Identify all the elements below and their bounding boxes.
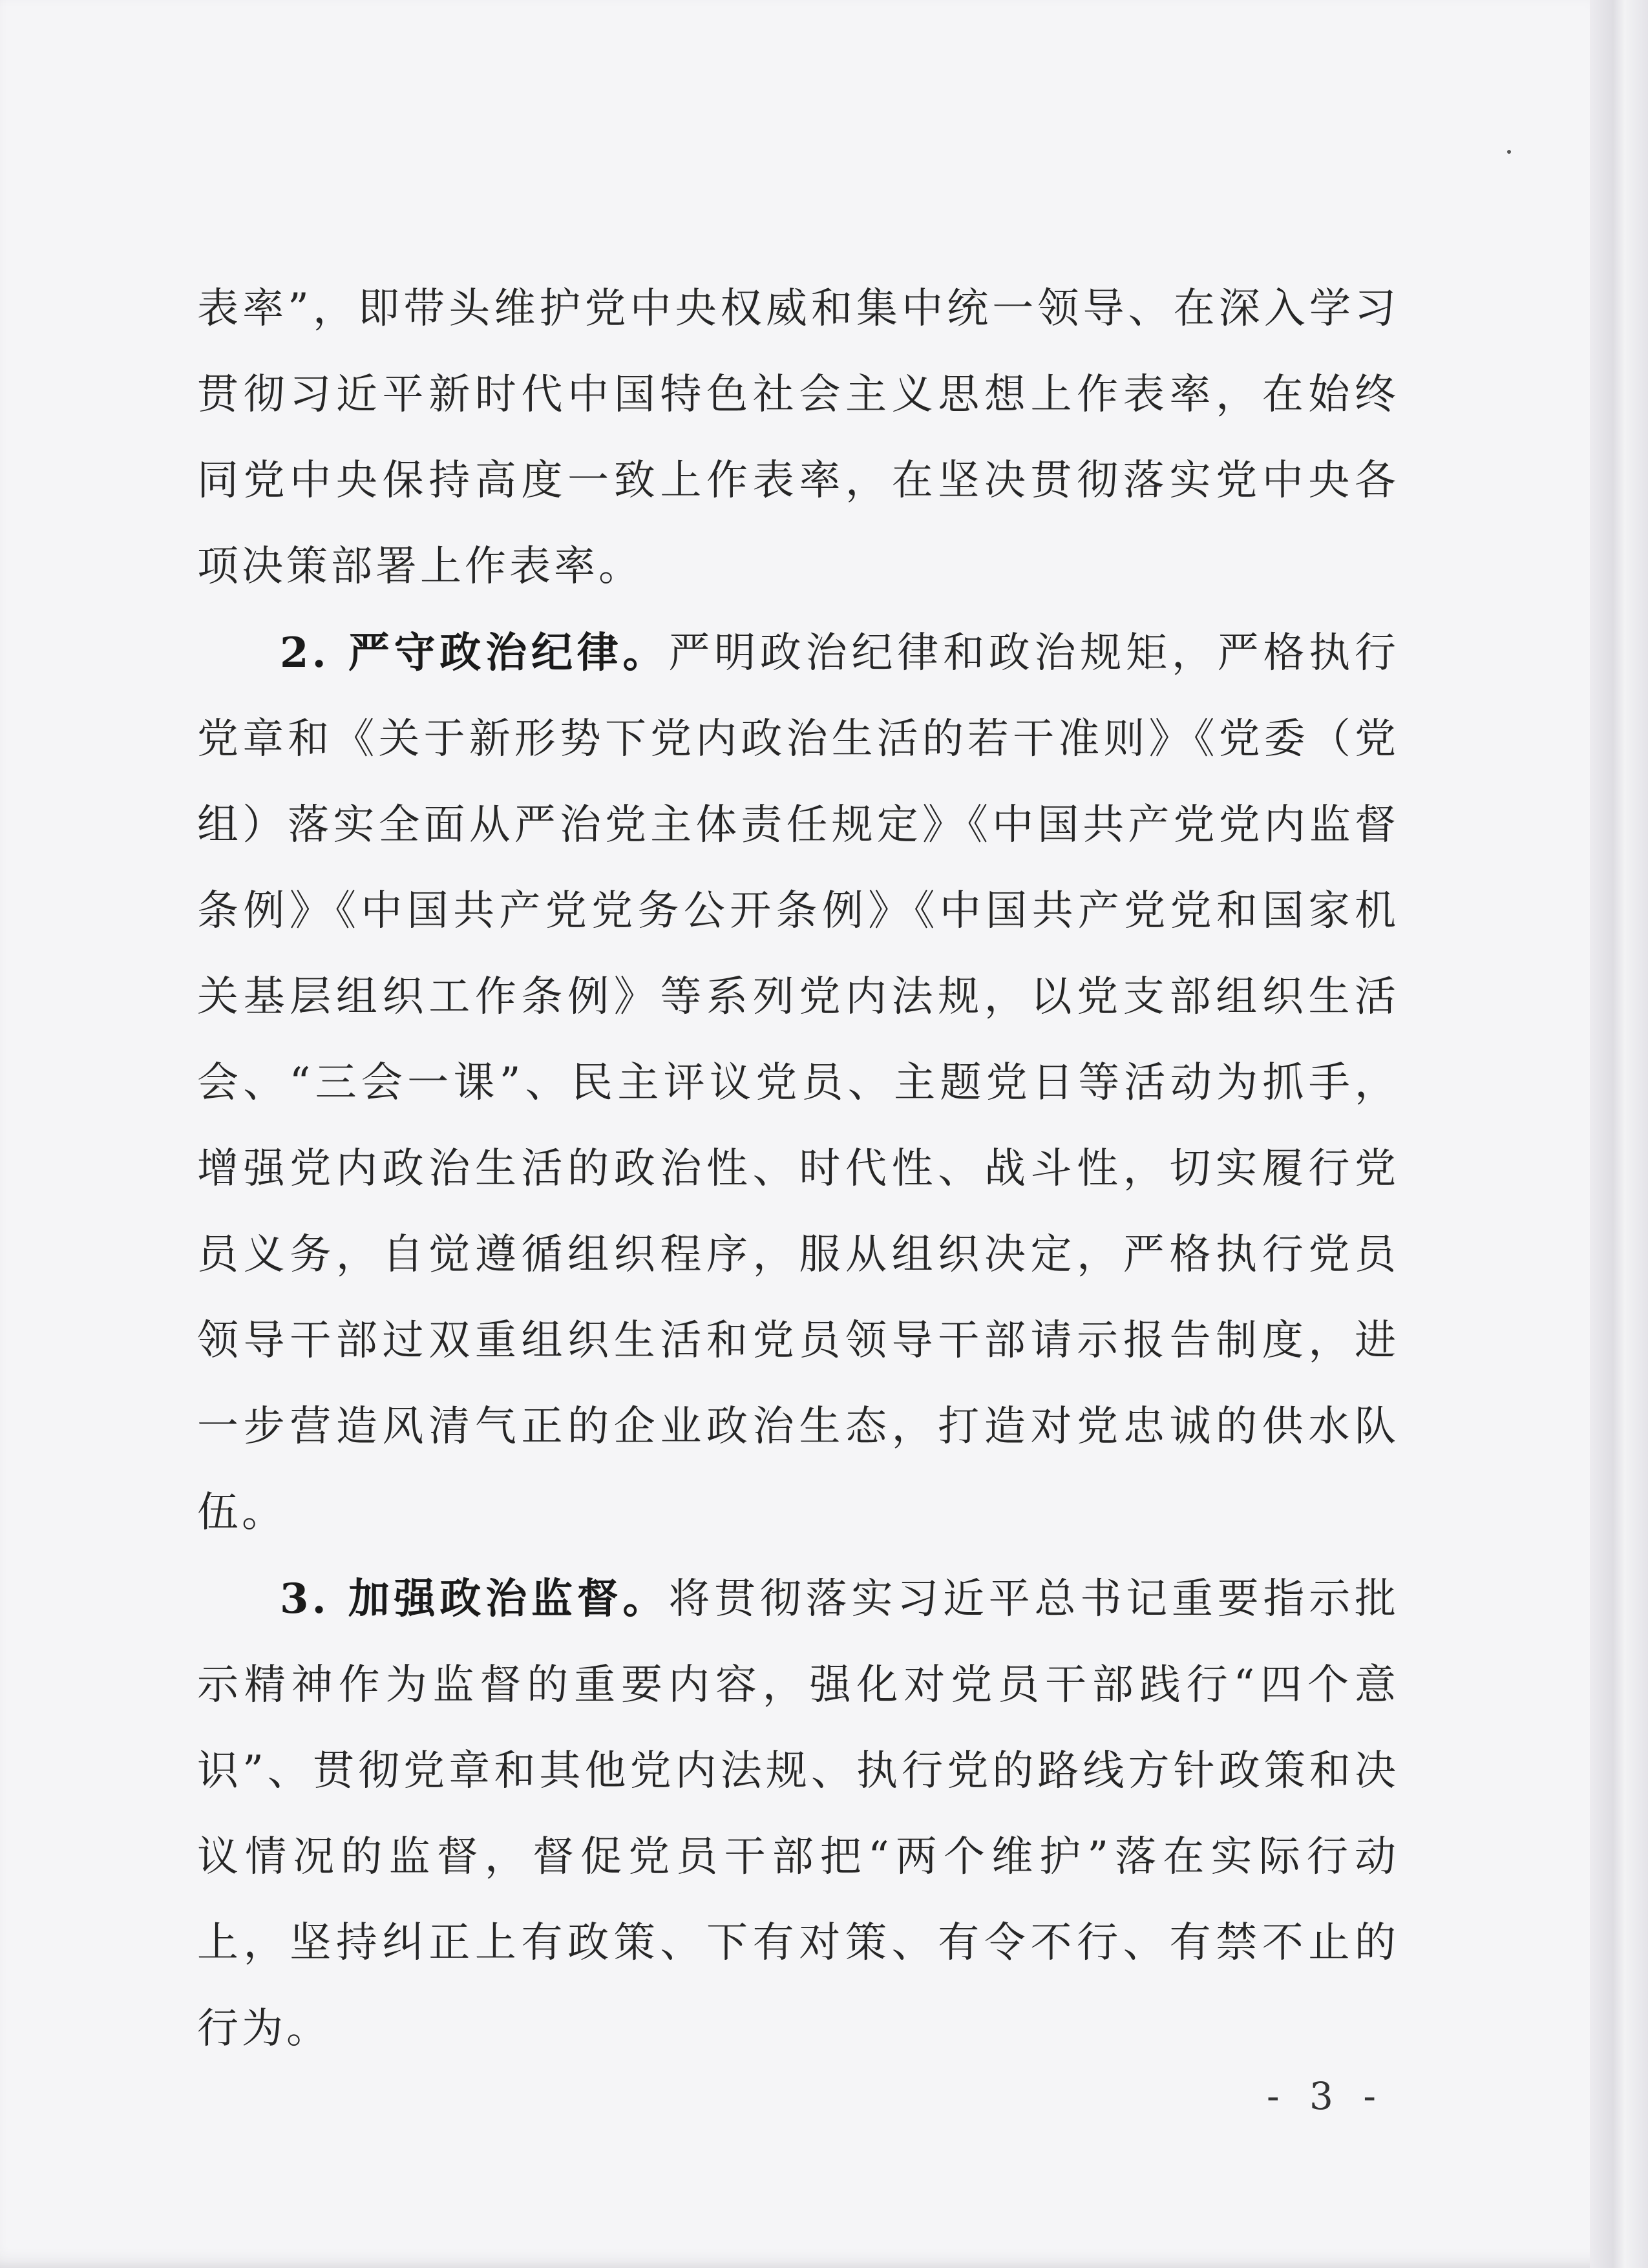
page-number: - 3 - <box>1267 2074 1385 2118</box>
section-heading: 3. 加强政治监督。 <box>280 1575 669 1623</box>
section-heading: 2. 严守政治纪律。 <box>280 629 669 677</box>
paragraph-text: 表率”，即带头维护党中央权威和集中统一领导、在深入学习贯彻习近平新时代中国特色社会主义思想上作表率，在始终同党中央保持高度一致上作表率，在坚决贯彻落实党中央各项决策部署上作表率。 <box>197 285 1399 591</box>
scan-speck <box>1507 150 1511 154</box>
document-body <box>197 266 1399 2072</box>
paragraph-text: 将贯彻落实习近平总书记重要指示批示精神作为监督的重要内容，强化对党员干部践行“四个意识”、贯彻党章和其他党内法规、执行党的路线方针政策和决议情况的监督，督促党员干部把“两个维护”落在实际行动上，坚持纠正上有政策、下有对策、有令不行、有禁不止的行为。 <box>197 1575 1400 2053</box>
paragraph-political-discipline <box>197 610 1399 1556</box>
paragraph-text: 严明政治纪律和政治规矩，严格执行党章和《关于新形势下党内政治生活的若干准则》《党委（党组）落实全面从严治党主体责任规定》《中国共产党党内监督条例》《中国共产党党务公开条例》《中国共产党党和国家机关基层组织工作条例》等系列党内法规，以党支部组织生活会、“三会一课”、民主评议党员、主题党日等活动为抓手，增强党内政治生活的政治性、时代性、战斗性，切实履行党员义务，自觉遵循组织程序，服从组织决定，严格执行党员领导干部过双重组织生活和党员领导干部请示报告制度，进一步营造风清气正的企业政治生态，打造对党忠诚的供水队伍。 <box>197 629 1400 1537</box>
paragraph-political-supervision <box>197 1556 1399 2072</box>
paragraph-continuation <box>197 266 1399 610</box>
scan-edge <box>1590 0 1648 2268</box>
